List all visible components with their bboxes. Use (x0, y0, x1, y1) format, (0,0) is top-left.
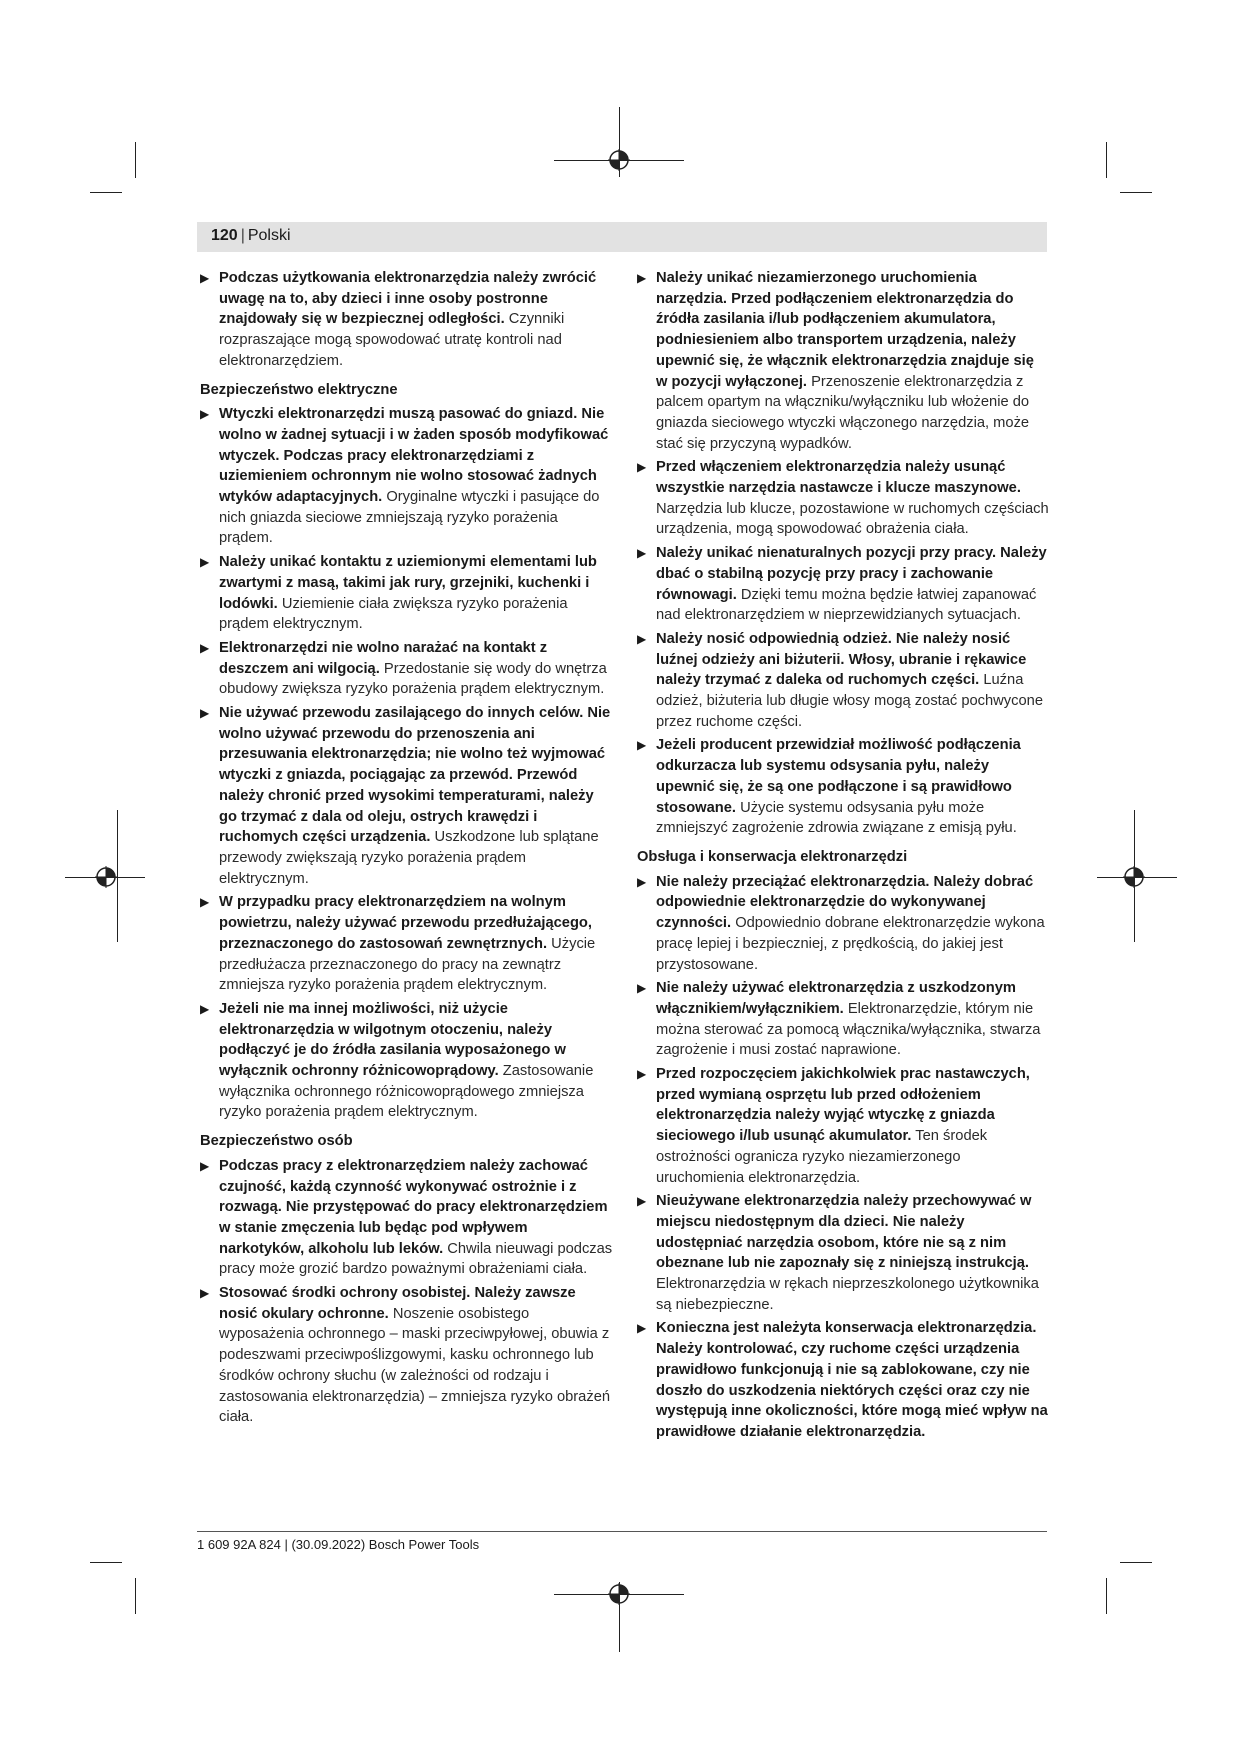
footer-text: 1 609 92A 824 | (30.09.2022) Bosch Power Tools (197, 1537, 480, 1552)
item-body-text: Chwila nieuwagi podczas pracy może grozić bardzo poważnymi obrażeniami ciała. (219, 1240, 613, 1278)
bullet-arrow-icon: ▶ (637, 1067, 647, 1082)
list-item (200, 638, 615, 700)
list-item (637, 543, 1049, 626)
crop-mark-bottom-right-vertical (1106, 1578, 1107, 1614)
list-item (637, 1318, 1049, 1442)
registration-target-icon (608, 149, 630, 171)
item-bold-text: Stosować środki ochrony osobistej. Należy zawsze nosić okulary ochronne. (219, 1285, 576, 1322)
item-bold-text: Należy unikać nienaturalnych pozycji przy pracy. Należy dbać o stabilną pozycję przy pracy i zachowanie równowagi. (656, 545, 1047, 603)
crop-mark-top-left-vertical (135, 142, 136, 178)
header-separator: | (240, 227, 245, 244)
item-body-text: Luźna odzież, biżuteria lub długie włosy mogą zostać pochwycone przez ruchome części. (656, 672, 1043, 730)
item-bold-text: W przypadku pracy elektronarzędziem na wolnym powietrzu, należy używać przewodu przedłużającego, przeznaczonego do zastosowań zewnętrznych. (219, 894, 592, 952)
item-bold-text: Podczas pracy z elektronarzędziem należy zachować czujność, każdą czynność wykonywać ostrożnie i z rozwagą. Nie przystępować do pracy elektronarzędziem w stanie zmęczenia lub będąc pod wpływem narkotyków, alkoholu lub leków. (219, 1157, 608, 1257)
bullet-arrow-icon: ▶ (637, 874, 647, 889)
crop-mark-top-right-horizontal (1120, 192, 1152, 193)
item-body-text: Elektronarzędzia w rękach nieprzeszkolonego użytkownika są niebezpieczne. (656, 1276, 1039, 1313)
footer-rule (197, 1531, 1047, 1532)
item-body-text: Przenoszenie elektronarzędzia z palcem opartym na włączniku/wyłączniku lub włożenie do gniazda sieciowego wtyczki włączonego narzędzia, może stać się przyczyną wypadków. (656, 373, 1030, 452)
bullet-arrow-icon: ▶ (637, 981, 647, 996)
bullet-arrow-icon: ▶ (200, 640, 210, 655)
item-bold-text: Jeżeli producent przewidział możliwość podłączenia odkurzacza lub systemu odsysania pyłu, należy upewnić się, że są one podłączone i są prawidłowo stosowane. (656, 737, 1021, 816)
right-column (637, 268, 1049, 1446)
item-bold-text: Przed rozpoczęciem jakichkolwiek prac nastawczych, przed wymianą osprzętu lub przed odłożeniem elektronarzędzia należy wyjąć wtyczkę z gniazda sieciowego i/lub usunąć akumulator. (656, 1066, 1030, 1145)
registration-line-left-vertical (117, 810, 118, 942)
item-body-text: Przedostanie się wody do wnętrza obudowy zwiększa ryzyko porażenia prądem elektrycznym. (219, 660, 607, 698)
list-item (637, 268, 1049, 454)
list-item (637, 1191, 1049, 1315)
item-body-text: Użycie systemu odsysania pyłu może zmniejszyć zagrożenie zdrowia związane z emisją pyłu. (656, 799, 1017, 837)
item-bold-text: Wtyczki elektronarzędzi muszą pasować do gniazd. Nie wolno w żadnej sytuacji i w żaden sposób modyfikować wtyczek. Podczas pracy elektronarzędziami z uziemieniem ochronnym nie wolno stosować żadnych wtyków adaptacyjnych. (219, 406, 609, 506)
item-body-text: Noszenie osobistego wyposażenia ochronnego – maski przeciwpyłowej, obuwia z podeszwami przeciwpoślizgowymi, kasku ochronnego lub środków ochrony słuchu (w zależności od rodzaju i zastosowania elektronarzędzia) – zmniejsza ryzyko obrażeń ciała. (219, 1305, 611, 1426)
bullet-arrow-icon: ▶ (637, 460, 647, 475)
item-bold-text: Należy unikać niezamierzonego uruchomienia narzędzia. Przed podłączeniem elektronarzędzia do źródła zasilania i/lub podłączeniem akumulatora, podniesieniem albo transportem urządzenia, należy upewnić się, że włącznik elektronarzędzia znajduje się w pozycji wyłączonej. (656, 270, 1034, 390)
bullet-arrow-icon: ▶ (637, 631, 647, 646)
list-item (200, 268, 615, 372)
item-bold-text: Podczas użytkowania elektronarzędzia należy zwrócić uwagę na to, aby dzieci i inne osoby postronne znajdowały się w bezpiecznej odległości. (219, 270, 597, 328)
item-bold-text: Nieużywane elektronarzędzia należy przechowywać w miejscu niedostępnym dla dzieci. Nie należy udostępniać narzędzia osobom, które nie są z nim obeznane lub nie zapoznały się z niniejszą instrukcją. (656, 1193, 1032, 1272)
crop-mark-bottom-left-vertical (135, 1578, 136, 1614)
bullet-arrow-icon: ▶ (637, 271, 647, 285)
item-body-text: Dzięki temu można będzie łatwiej zapanować nad elektronarzędziem w nieprzewidzianych sytuacjach. (656, 586, 1037, 624)
list-item (200, 999, 615, 1123)
list-item (637, 978, 1049, 1061)
bullet-arrow-icon: ▶ (200, 271, 210, 285)
list-item (200, 404, 615, 549)
bullet-arrow-icon: ▶ (200, 555, 210, 570)
bullet-arrow-icon: ▶ (200, 706, 210, 721)
bullet-arrow-icon: ▶ (637, 1194, 647, 1209)
header-text (211, 227, 291, 245)
section-heading: Bezpieczeństwo elektryczne (200, 381, 398, 398)
page-header (197, 222, 1047, 252)
item-body-text: Oryginalne wtyczki i pasujące do nich gniazda sieciowe zmniejszają ryzyko porażenia prądem. (219, 489, 600, 547)
header-language: Polski (247, 227, 291, 244)
list-item (637, 629, 1049, 733)
item-bold-text: Należy nosić odpowiednią odzież. Nie należy nosić luźnej odzieży ani biżuterii. Włosy, ubranie i rękawice należy trzymać z daleka od ruchomych części. (656, 630, 1027, 689)
item-bold-text: Elektronarzędzi nie wolno narażać na kontakt z deszczem ani wilgocią. (219, 639, 548, 677)
bullet-arrow-icon: ▶ (637, 738, 647, 753)
item-body-text: Czynniki rozpraszające mogą spowodować utratę kontroli nad elektronarzędziem. (219, 311, 565, 369)
list-item (637, 872, 1049, 976)
item-bold-text: Przed włączeniem elektronarzędzia należy usunąć wszystkie narzędzia nastawcze i klucze maszynowe. (656, 459, 1021, 497)
item-body-text: Narzędzia lub klucze, pozostawione w ruchomych częściach urządzenia, mogą spowodować obrażenia ciała. (656, 500, 1049, 538)
list-item (637, 457, 1049, 540)
registration-target-icon (95, 866, 117, 888)
list-item (200, 1283, 615, 1428)
item-body-text: Użycie przedłużacza przeznaczonego do pracy na zewnątrz zmniejsza ryzyko porażenia prądem elektrycznym. (219, 935, 596, 994)
registration-target-icon (608, 1583, 630, 1605)
item-bold-text: Nie należy przeciążać elektronarzędzia. Należy dobrać odpowiednie elektronarzędzie do wykonywanej czynności. (656, 873, 1034, 932)
item-body-text: Odpowiednio dobrane elektronarzędzie wykona pracę lepiej i bezpieczniej, z prędkością, do jakiej jest przystosowane. (656, 915, 1045, 973)
item-bold-text: Jeżeli nie ma innej możliwości, niż użycie elektronarzędzia w wilgotnym otoczeniu, należy podłączyć je do źródła zasilania wyposażonego w wyłącznik ochronny różnicowoprądowy. (219, 1000, 566, 1080)
list-item (637, 1064, 1049, 1188)
list-item (200, 892, 615, 996)
bullet-arrow-icon: ▶ (200, 407, 210, 422)
crop-mark-bottom-left-horizontal (90, 1562, 122, 1563)
item-body-text: Zastosowanie wyłącznika ochronnego różnicowoprądowego zmniejsza ryzyko porażenia prądem elektrycznym. (219, 1063, 594, 1121)
left-column (200, 268, 615, 1431)
item-bold-text: Konieczna jest należyta konserwacja elektronarzędzia. Należy kontrolować, czy ruchome części urządzenia prawidłowo funkcjonują i nie są zablokowane, czy nie doszło do uszkodzenia niektórych części oraz czy nie występują inne okoliczności, które mogą mieć wpływ na prawidłowe działanie elektronarzędzia. (656, 1320, 1048, 1440)
registration-target-icon (1123, 866, 1145, 888)
item-body-text: Ten środek ostrożności ogranicza ryzyko niezamierzonego uruchomienia elektronarzędzia. (656, 1128, 988, 1186)
bullet-arrow-icon: ▶ (200, 1001, 210, 1016)
item-body-text: Uszkodzone lub splątane przewody zwiększają ryzyko porażenia prądem elektrycznym. (219, 829, 599, 887)
crop-mark-top-right-vertical (1106, 142, 1107, 178)
section-heading: Bezpieczeństwo osób (200, 1133, 353, 1150)
page-number: 120 (211, 227, 238, 244)
item-bold-text: Nie używać przewodu zasilającego do innych celów. Nie wolno używać przewodu do przenoszenia ani przesuwania elektronarzędzia; nie wolno też wyjmować wtyczki z gniazda, pociągając za przewód. Przewód należy chronić przed wysokimi temperaturami, należy go trzymać z dala od oleju, ostrych krawędzi i ruchomych części urządzenia. (219, 705, 611, 846)
list-item (200, 703, 615, 889)
list-item (200, 552, 615, 635)
item-body-text: Elektronarzędzie, którym nie można sterować za pomocą włącznika/wyłącznika, stwarza zagrożenie i musi zostać naprawione. (656, 1000, 1041, 1059)
item-body-text: Uziemienie ciała zwiększa ryzyko porażenia prądem elektrycznym. (219, 595, 568, 633)
bullet-arrow-icon: ▶ (200, 1158, 210, 1173)
bullet-arrow-icon: ▶ (200, 1286, 210, 1301)
list-item (200, 1156, 615, 1280)
list-item (637, 735, 1049, 839)
crop-mark-top-left-horizontal (90, 192, 122, 193)
item-bold-text: Należy unikać kontaktu z uziemionymi elementami lub zwartymi z masą, takimi jak rury, grzejniki, kuchenki i lodówki. (219, 554, 597, 612)
section-heading: Obsługa i konserwacja elektronarzędzi (637, 848, 908, 865)
item-bold-text: Nie należy używać elektronarzędzia z uszkodzonym włącznikiem/wyłącznikiem. (656, 980, 1016, 1017)
bullet-arrow-icon: ▶ (200, 895, 210, 910)
bullet-arrow-icon: ▶ (637, 1321, 647, 1336)
bullet-arrow-icon: ▶ (637, 546, 647, 561)
crop-mark-bottom-right-horizontal (1120, 1562, 1152, 1563)
